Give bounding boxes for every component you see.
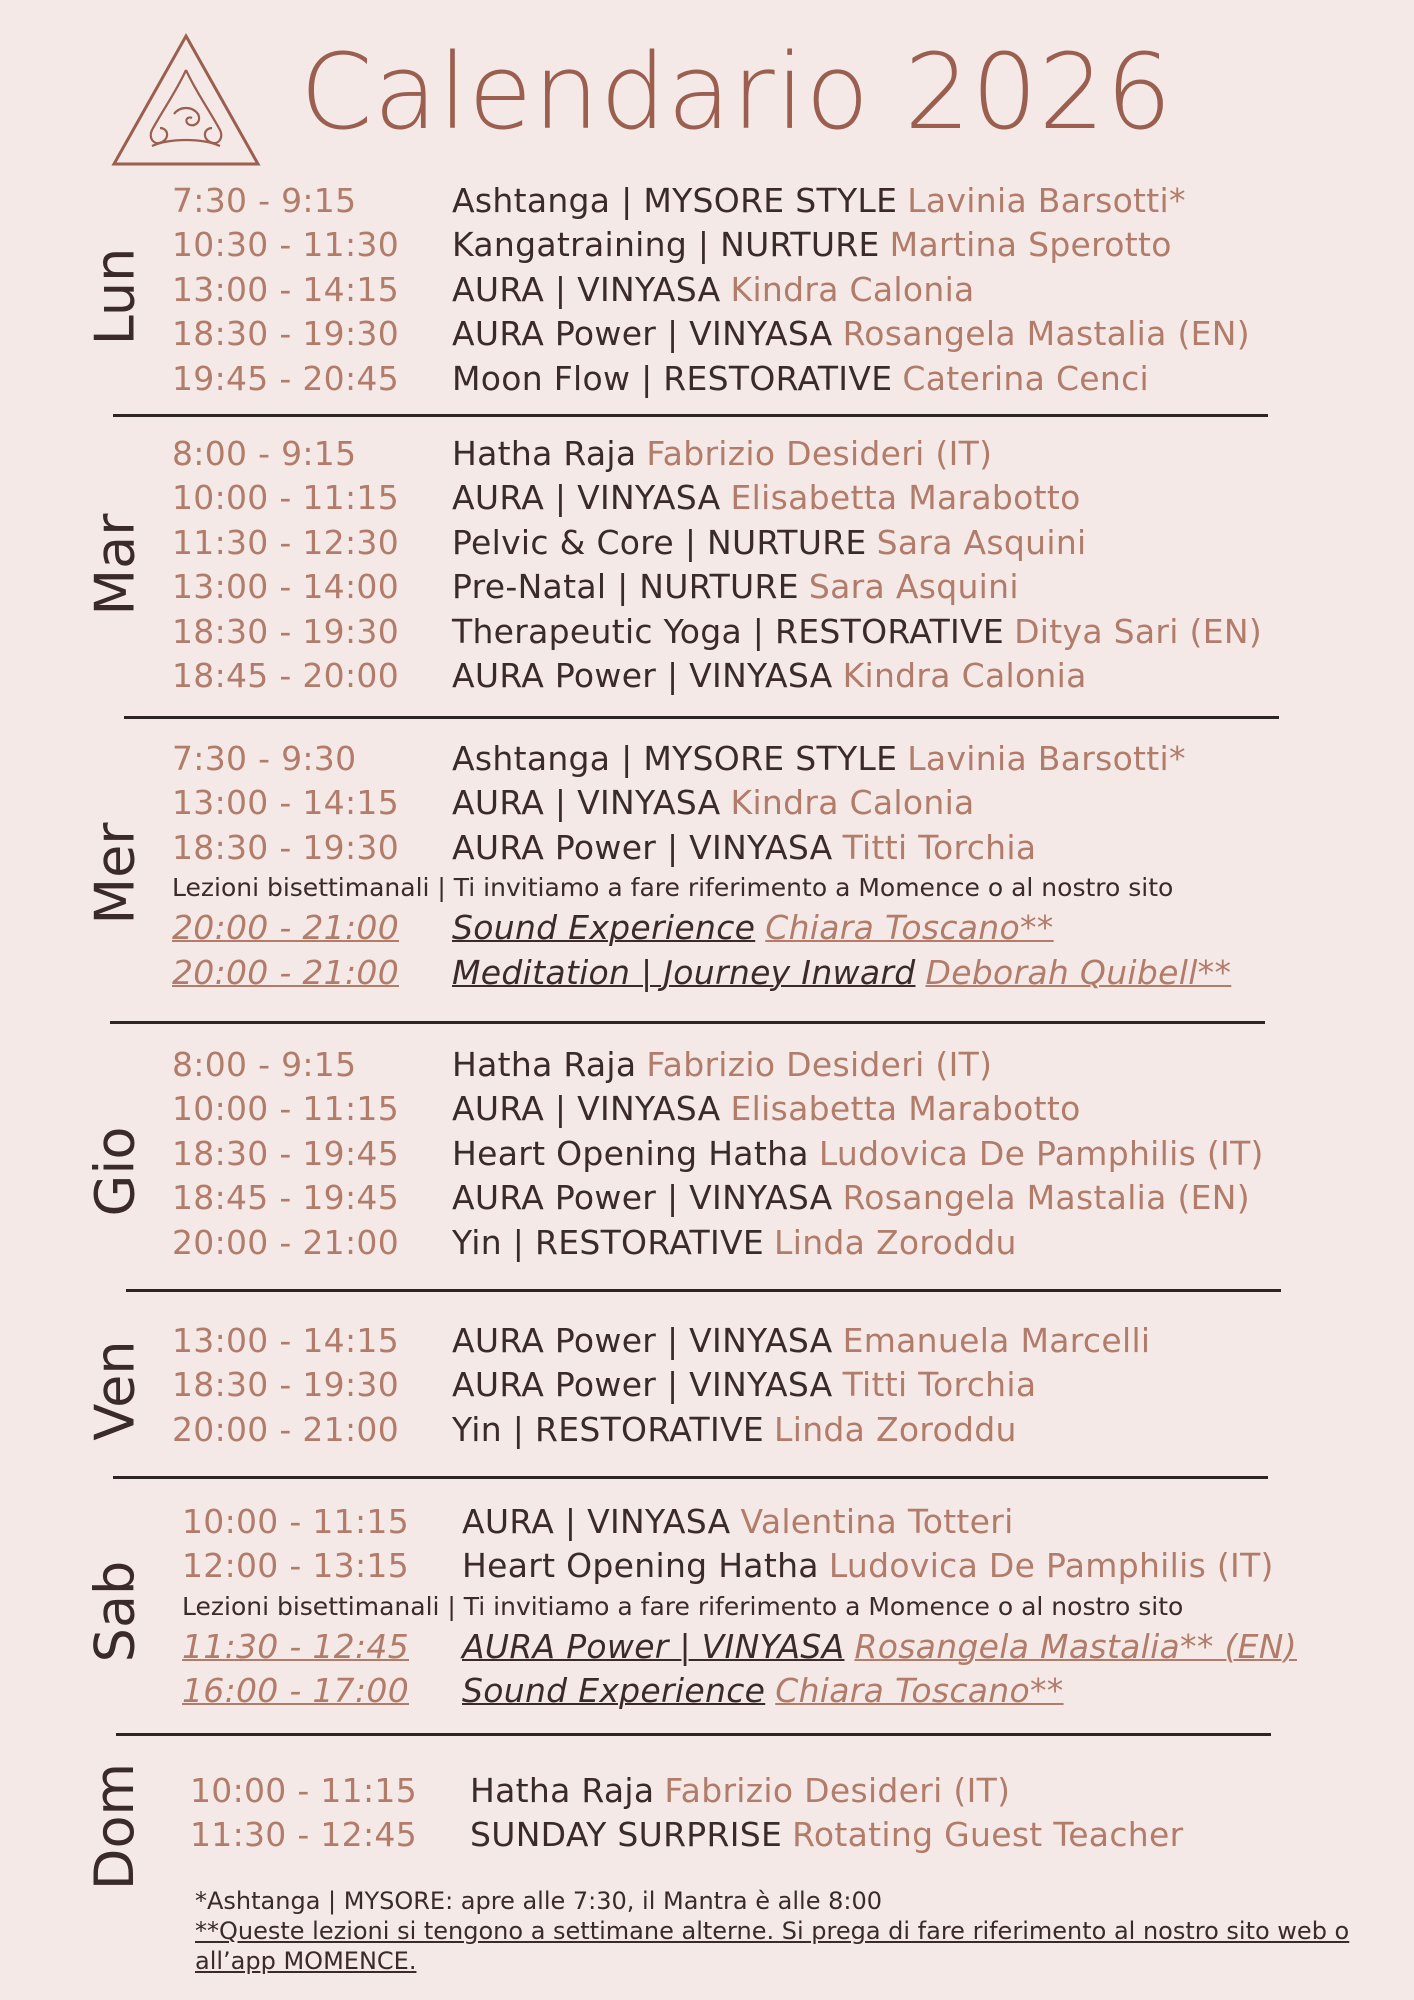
class-row: 18:30 - 19:30 AURA Power | VINYASA Titti Torchia bbox=[172, 1365, 1037, 1405]
day-label-sab: Sab bbox=[83, 1560, 147, 1662]
biweekly-note: Lezioni bisettimanali | Ti invitiamo a fare riferimento a Momence o al nostro sito bbox=[182, 1591, 1184, 1621]
class-row: 19:45 - 20:45 Moon Flow | RESTORATIVE Caterina Cenci bbox=[172, 358, 1150, 398]
class-row: 10:30 - 11:30 Kangatraining | NURTURE Martina Sperotto bbox=[172, 225, 1172, 265]
day-label-ven: Ven bbox=[83, 1339, 147, 1441]
class-row: 10:00 - 11:15 Hatha Raja Fabrizio Desideri (IT) bbox=[190, 1770, 1011, 1810]
class-row: 10:00 - 11:15 AURA | VINYASA Elisabetta Marabotto bbox=[172, 1089, 1081, 1129]
divider bbox=[110, 1021, 1265, 1024]
class-row: 8:00 - 9:15 Hatha Raja Fabrizio Desideri (IT) bbox=[172, 433, 993, 473]
biweekly-class-row[interactable]: 20:00 - 21:00 Meditation | Journey Inward Deborah Quibell** bbox=[172, 952, 1232, 992]
day-block-ven bbox=[172, 1318, 1394, 1452]
class-row: 12:00 - 13:15 Heart Opening Hatha Ludovica De Pamphilis (IT) bbox=[182, 1546, 1274, 1586]
day-label-mer: Mer bbox=[83, 821, 147, 925]
class-row: 13:00 - 14:15 AURA | VINYASA Kindra Calonia bbox=[172, 269, 975, 309]
class-row: 18:30 - 19:30 AURA Power | VINYASA Rosangela Mastalia (EN) bbox=[172, 314, 1250, 354]
biweekly-class-row[interactable]: 11:30 - 12:45 AURA Power | VINYASA Rosangela Mastalia** (EN) bbox=[182, 1626, 1297, 1666]
day-block-dom bbox=[190, 1768, 1394, 1857]
divider bbox=[116, 1733, 1271, 1736]
day-block-mer bbox=[172, 736, 1394, 995]
class-row: 8:00 - 9:15 Hatha Raja Fabrizio Desideri (IT) bbox=[172, 1044, 993, 1084]
class-row: 20:00 - 21:00 Yin | RESTORATIVE Linda Zoroddu bbox=[172, 1409, 1017, 1449]
biweekly-class-row[interactable]: 16:00 - 17:00 Sound Experience Chiara Toscano** bbox=[182, 1671, 1064, 1711]
divider bbox=[126, 1289, 1281, 1292]
biweekly-note: Lezioni bisettimanali | Ti invitiamo a fare riferimento a Momence o al nostro sito bbox=[172, 873, 1174, 902]
footer-note-ashtanga: *Ashtanga | MYSORE: apre alle 7:30, il Mantra è alle 8:00 bbox=[195, 1887, 882, 1915]
class-row: 13:00 - 14:15 AURA | VINYASA Kindra Calonia bbox=[172, 783, 975, 823]
biweekly-class-row[interactable]: 20:00 - 21:00 Sound Experience Chiara Toscano** bbox=[172, 908, 1054, 948]
class-row: 10:00 - 11:15 AURA | VINYASA Valentina Totteri bbox=[182, 1501, 1014, 1541]
class-row: 13:00 - 14:00 Pre-Natal | NURTURE Sara Asquini bbox=[172, 567, 1019, 607]
day-label-lun: Lun bbox=[83, 247, 147, 345]
day-block-sab bbox=[182, 1499, 1394, 1713]
footer-note-alternating: **Queste lezioni si tengono a settimane alterne. Si prega di fare riferimento al nostro sito web o all’app MOMENCE. bbox=[195, 1917, 1350, 1975]
divider bbox=[113, 1476, 1268, 1479]
day-block-lun bbox=[172, 178, 1394, 401]
page-title: Calendario 2026 bbox=[300, 31, 1173, 153]
class-row: 18:45 - 19:45 AURA Power | VINYASA Rosangela Mastalia (EN) bbox=[172, 1178, 1250, 1218]
day-label-dom: Dom bbox=[83, 1762, 147, 1890]
class-row: 11:30 - 12:45 SUNDAY SURPRISE Rotating Guest Teacher bbox=[190, 1815, 1184, 1855]
class-row: 13:00 - 14:15 AURA Power | VINYASA Emanuela Marcelli bbox=[172, 1320, 1151, 1360]
day-block-mar bbox=[172, 431, 1394, 698]
class-row: 10:00 - 11:15 AURA | VINYASA Elisabetta Marabotto bbox=[172, 478, 1081, 518]
day-label-gio: Gio bbox=[83, 1126, 147, 1216]
class-row: 18:30 - 19:30 Therapeutic Yoga | RESTORATIVE Ditya Sari (EN) bbox=[172, 611, 1263, 651]
divider bbox=[124, 716, 1279, 719]
day-block-gio bbox=[172, 1042, 1394, 1265]
class-row: 7:30 - 9:30 Ashtanga | MYSORE STYLE Lavinia Barsotti* bbox=[172, 738, 1186, 778]
class-row: 18:30 - 19:30 AURA Power | VINYASA Titti Torchia bbox=[172, 827, 1037, 867]
class-row: 20:00 - 21:00 Yin | RESTORATIVE Linda Zoroddu bbox=[172, 1222, 1017, 1262]
triskelion-logo-icon bbox=[108, 30, 264, 170]
class-row: 11:30 - 12:30 Pelvic & Core | NURTURE Sara Asquini bbox=[172, 522, 1087, 562]
class-row: 18:30 - 19:45 Heart Opening Hatha Ludovica De Pamphilis (IT) bbox=[172, 1133, 1264, 1173]
day-label-mar: Mar bbox=[83, 513, 147, 616]
class-row: 7:30 - 9:15 Ashtanga | MYSORE STYLE Lavinia Barsotti* bbox=[172, 180, 1186, 220]
divider bbox=[113, 414, 1268, 417]
footer-notes bbox=[195, 1886, 1355, 1976]
class-row: 18:45 - 20:00 AURA Power | VINYASA Kindra Calonia bbox=[172, 656, 1087, 696]
